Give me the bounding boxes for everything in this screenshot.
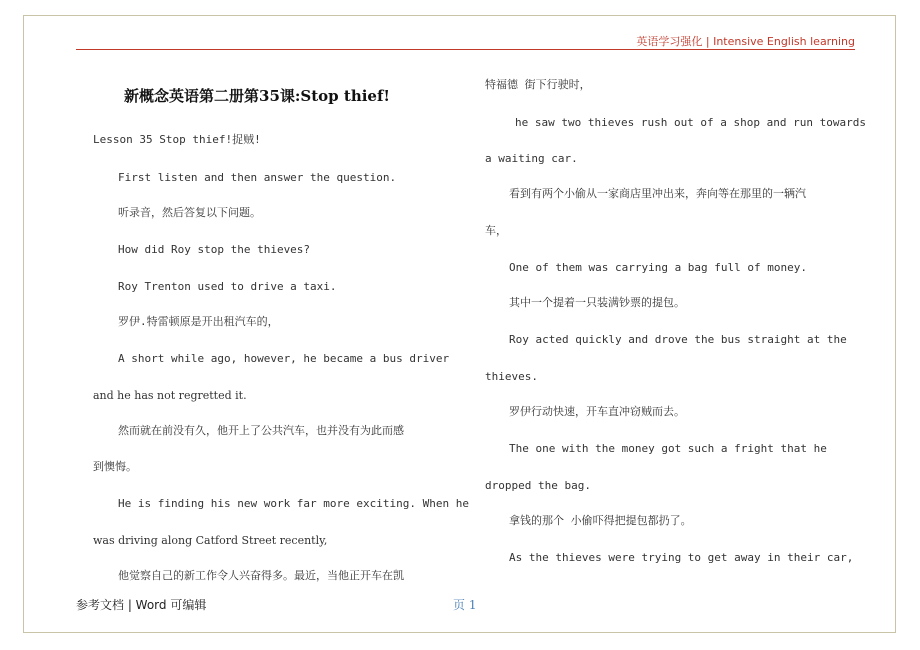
- text-line: was driving along Catford Street recently,: [93, 534, 328, 547]
- text-line: he saw two thieves rush out of a shop and run towards: [515, 116, 866, 129]
- text-line: and he has not regretted it.: [93, 389, 247, 402]
- text-line: 罗伊行动快速，开车直冲窃贼而去。: [509, 405, 685, 418]
- text-line: 到懊悔。: [93, 460, 137, 473]
- text-line: 然而就在前没有久，他开上了公共汽车，也并没有为此而感: [118, 424, 404, 437]
- text-line: dropped the bag.: [485, 479, 591, 492]
- text-line: The one with the money got such a fright that he: [509, 442, 827, 455]
- header-tag: 英语学习强化 | Intensive English learning: [636, 35, 855, 48]
- text-line: How did Roy stop the thieves?: [118, 243, 311, 256]
- text-line: 他觉察自己的新工作令人兴奋得多。最近，当他正开车在凯: [118, 569, 404, 582]
- text-line: Lesson 35 Stop thief!捉贼!: [93, 133, 261, 146]
- text-line: He is finding his new work far more exciting. When he: [118, 497, 469, 510]
- text-line: 听录音，然后答复以下问题。: [118, 206, 261, 219]
- text-line: 其中一个提着一只装满钞票的提包。: [509, 296, 685, 309]
- header-rule: [76, 49, 855, 50]
- text-line: 罗伊.特雷顿原是开出租汽车的，: [118, 315, 279, 328]
- footer-label: 参考文档 | Word 可编辑: [76, 598, 207, 612]
- text-line: As the thieves were trying to get away in their car,: [509, 551, 854, 564]
- text-line: 看到有两个小偷从一家商店里冲出来，奔向等在那里的一辆汽: [509, 187, 806, 200]
- text-line: A short while ago, however, he became a bus driver: [118, 352, 450, 365]
- text-line: First listen and then answer the question.: [118, 171, 397, 184]
- text-line: 特福德 街下行驶时，: [485, 78, 591, 91]
- text-line: 车，: [485, 224, 507, 237]
- text-line: Roy Trenton used to drive a taxi.: [118, 280, 337, 293]
- text-line: thieves.: [485, 370, 538, 383]
- text-line: 拿钱的那个 小偷吓得把提包都扔了。: [509, 514, 692, 527]
- text-line: a waiting car.: [485, 152, 578, 165]
- text-line: Roy acted quickly and drove the bus straight at the: [509, 333, 847, 346]
- page-number: 页 1: [453, 598, 477, 612]
- document-title: 新概念英语第二册第35课:Stop thief!: [124, 87, 391, 105]
- text-line: One of them was carrying a bag full of money.: [509, 261, 808, 274]
